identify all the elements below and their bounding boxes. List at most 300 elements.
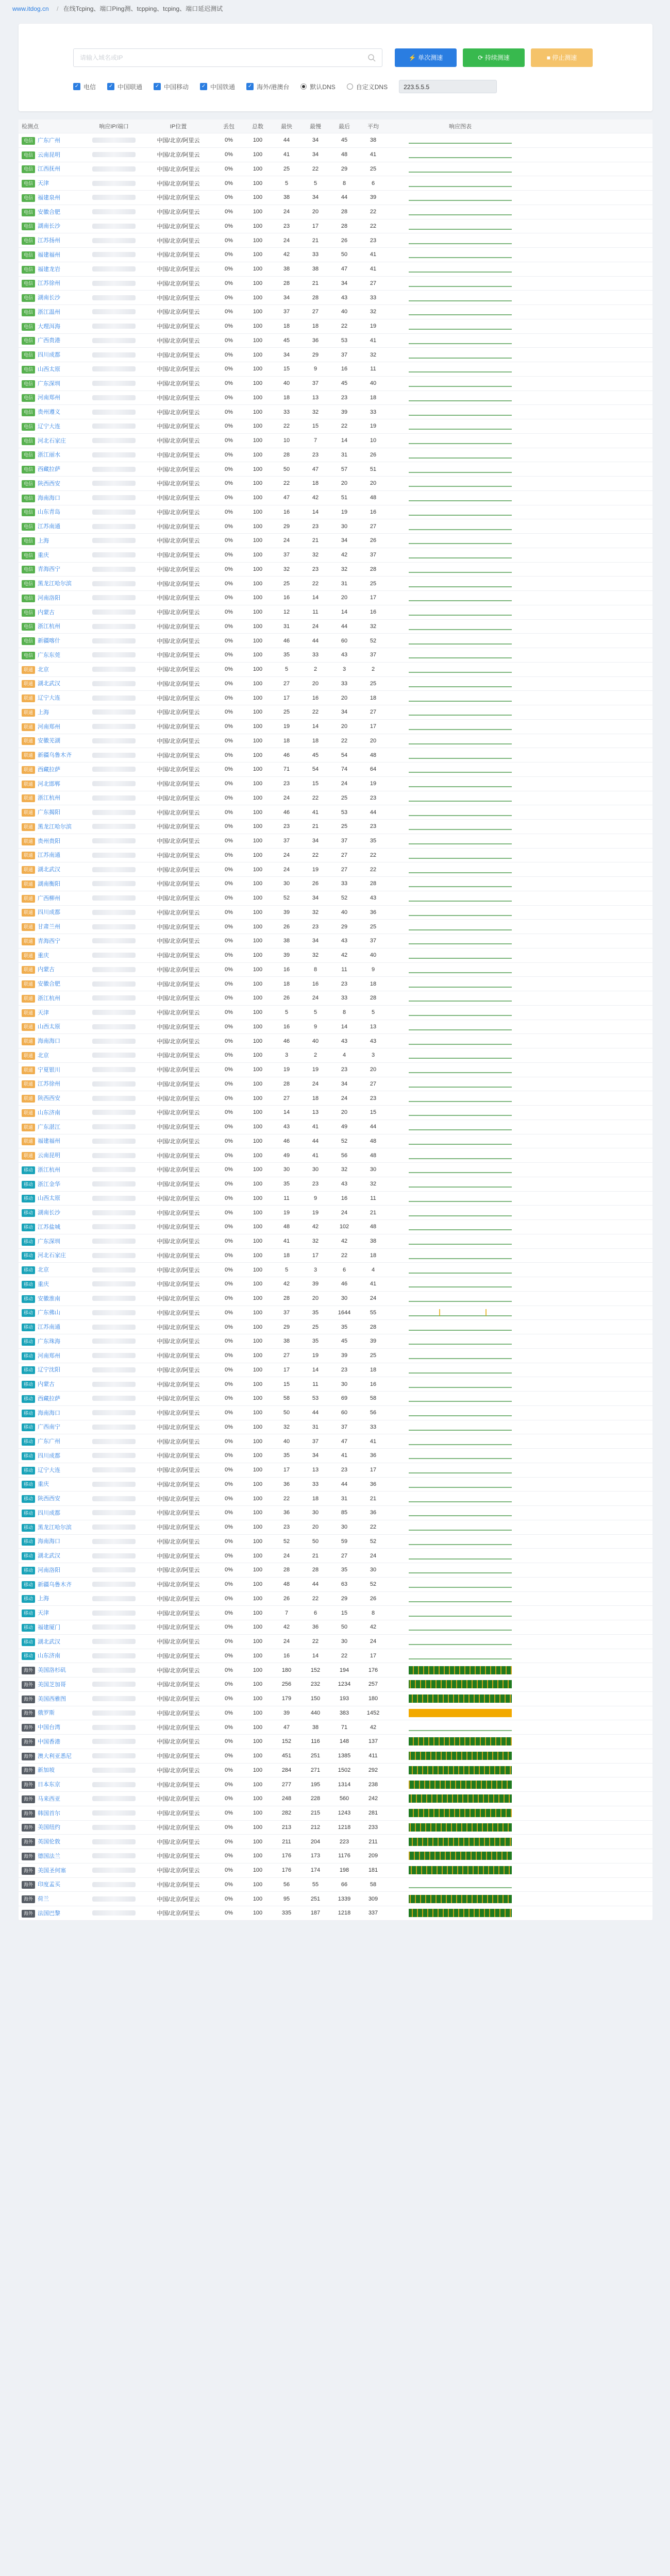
latency-sparkline	[409, 1637, 512, 1646]
location-name[interactable]: 宁夏银川	[38, 1066, 61, 1073]
location-name[interactable]: 内蒙古	[38, 967, 55, 973]
latency-chart-cell	[388, 1151, 533, 1160]
location-name[interactable]: 韩国首尔	[38, 1810, 61, 1817]
location-name[interactable]: 江苏南通	[38, 523, 61, 530]
average-cell: 18	[370, 1252, 377, 1259]
last-cell: 23	[341, 394, 348, 401]
location-name[interactable]: 美国纽约	[38, 1824, 61, 1831]
sparkline-spike	[499, 1838, 500, 1846]
location-name[interactable]: 安徽合肥	[38, 981, 61, 988]
average-cell: 44	[370, 809, 377, 816]
ip-location-cell: 中国/北京/阿里云	[157, 1252, 200, 1259]
last-cell: 43	[341, 652, 348, 658]
location-name[interactable]: 广东深圳	[38, 1238, 61, 1245]
ip-location-cell: 中国/北京/阿里云	[157, 1639, 200, 1646]
location-cell	[19, 1165, 86, 1174]
loss-cell: 0%	[225, 1038, 233, 1044]
latency-chart-cell	[388, 493, 533, 502]
ip-location-cell: 中国/北京/阿里云	[157, 1624, 200, 1631]
location-name[interactable]: 美国洛杉矶	[38, 1667, 66, 1674]
fastest-cell: 38	[283, 938, 290, 944]
location-name[interactable]: 中国香港	[38, 1738, 61, 1745]
header-location[interactable]: 检测点	[22, 124, 39, 130]
blurred-ip	[92, 681, 136, 686]
location-name[interactable]: 北京	[38, 1267, 49, 1274]
total-cell: 100	[253, 794, 263, 801]
latency-chart-cell	[388, 1251, 533, 1260]
latency-sparkline	[409, 465, 512, 474]
location-name[interactable]: 海南海口	[38, 495, 61, 501]
ip-location-cell: 中国/北京/阿里云	[157, 1610, 200, 1617]
location-name[interactable]: 四川成都	[38, 1452, 61, 1459]
ip-location-cell: 中国/北京/阿里云	[157, 1210, 200, 1216]
location-name[interactable]: 陕西西安	[38, 1496, 61, 1502]
sparkline-spike	[415, 1895, 416, 1903]
sparkline-spike	[474, 1909, 475, 1917]
dns-default-radio[interactable]: 默认DNS	[300, 82, 335, 91]
average-cell: 3	[371, 1052, 375, 1059]
sparkline-spike	[428, 1737, 429, 1745]
sparkline-spike	[510, 1838, 511, 1846]
last-cell: 37	[341, 351, 348, 358]
location-name[interactable]: 西藏拉萨	[38, 466, 61, 473]
last-cell: 52	[341, 895, 348, 902]
last-cell: 33	[341, 995, 348, 1002]
location-name[interactable]: 辽宁大连	[38, 1467, 61, 1473]
ip-cell	[86, 1081, 142, 1087]
search-input[interactable]	[79, 49, 359, 66]
location-name[interactable]: 广东佛山	[38, 1310, 61, 1316]
fastest-cell: 46	[283, 809, 290, 816]
fastest-cell: 24	[283, 866, 290, 873]
location-name[interactable]: 福建福州	[38, 251, 61, 258]
dns-custom-radio[interactable]: 自定义DNS	[347, 82, 388, 91]
location-name[interactable]: 上海	[38, 537, 49, 544]
slowest-cell: 20	[312, 209, 319, 215]
location-name[interactable]: 美国芝加哥	[38, 1681, 66, 1688]
header-slowest[interactable]: 最慢	[310, 124, 321, 130]
latency-chart-cell	[388, 1194, 533, 1203]
location-name[interactable]: 广东广州	[38, 137, 61, 144]
location-name[interactable]: 北京	[38, 1052, 49, 1059]
location-name[interactable]: 青海西宁	[38, 566, 61, 573]
location-name[interactable]: 上海	[38, 709, 49, 716]
location-name[interactable]: 贵州贵阳	[38, 838, 61, 844]
dns-input[interactable]: 223.5.5.5	[399, 80, 497, 93]
last-cell: 26	[341, 237, 348, 244]
location-name[interactable]: 福建厦门	[38, 1624, 61, 1631]
home-link[interactable]: www.itdog.cn	[12, 5, 49, 12]
location-name[interactable]: 西藏拉萨	[38, 766, 61, 773]
average-cell: 52	[370, 637, 377, 644]
location-name[interactable]: 浙江丽水	[38, 452, 61, 459]
location-name[interactable]: 上海	[38, 1596, 49, 1602]
latency-chart-cell	[388, 1680, 533, 1689]
location-name[interactable]: 天津	[38, 1610, 49, 1617]
location-name[interactable]: 湖南长沙	[38, 295, 61, 301]
location-name[interactable]: 黑龙江哈尔滨	[38, 1524, 72, 1531]
location-name[interactable]: 天津	[38, 1009, 49, 1016]
sparkline-spike	[410, 1752, 411, 1760]
header-ip-location[interactable]: IP位置	[170, 124, 187, 130]
ip-location-cell: 中国/北京/阿里云	[157, 266, 200, 273]
loss-cell: 0%	[225, 1352, 233, 1359]
latency-sparkline	[409, 736, 512, 745]
loss-cell: 0%	[225, 980, 233, 987]
line-option-telecom[interactable]: ✓ 电信	[73, 82, 96, 91]
location-name[interactable]: 福建福州	[38, 1138, 61, 1145]
location-name[interactable]: 河南郑州	[38, 723, 61, 730]
latency-chart-cell	[388, 279, 533, 288]
latency-sparkline	[409, 1766, 512, 1775]
location-name[interactable]: 云南昆明	[38, 1153, 61, 1159]
latency-chart-cell	[388, 1766, 533, 1775]
location-name[interactable]: 新疆乌鲁木齐	[38, 752, 72, 759]
ip-location-cell: 中国/北京/阿里云	[157, 781, 200, 788]
location-name[interactable]: 浙江杭州	[38, 623, 61, 630]
ip-cell	[86, 323, 142, 329]
location-name[interactable]: 河北石家庄	[38, 437, 66, 444]
header-average[interactable]: 平均	[367, 124, 379, 130]
last-cell: 45	[341, 380, 348, 387]
latency-sparkline	[409, 207, 512, 216]
location-name[interactable]: 黑龙江哈尔滨	[38, 581, 72, 587]
location-name[interactable]: 湖南长沙	[38, 1210, 61, 1216]
sparkline-spike	[410, 1680, 411, 1688]
line-option-overseas[interactable]: ✓ 海外/港澳台	[246, 82, 289, 91]
last-cell: 560	[339, 1795, 349, 1802]
location-name[interactable]: 海南海口	[38, 1038, 61, 1045]
location-name[interactable]: 中国台湾	[38, 1724, 61, 1731]
location-cell	[19, 379, 86, 388]
ip-cell	[86, 1195, 142, 1201]
table-row	[19, 1463, 652, 1478]
location-name[interactable]: 贵州遵义	[38, 409, 61, 416]
loss-cell: 0%	[225, 151, 233, 158]
header-ip[interactable]: 响应IP/端口	[99, 124, 129, 130]
speed-test-button[interactable]: ⚡ 单次测速	[395, 48, 457, 67]
last-cell: 52	[341, 1138, 348, 1144]
header-last[interactable]: 最后	[339, 124, 350, 130]
sparkline-spike	[421, 1866, 422, 1874]
sparkline-spike	[452, 1794, 453, 1803]
location-name[interactable]: 广东揭阳	[38, 809, 61, 816]
sparkline-spike	[494, 1909, 495, 1917]
latency-sparkline	[409, 1179, 512, 1189]
sparkline-spike	[481, 1781, 482, 1789]
sparkline-spike	[441, 1895, 442, 1903]
location-name[interactable]: 浙江温州	[38, 309, 61, 315]
location-name[interactable]: 山西太原	[38, 1195, 61, 1202]
sparkline-spike	[482, 1823, 483, 1832]
location-name[interactable]: 江苏徐州	[38, 1081, 61, 1088]
location-name[interactable]: 江西抚州	[38, 166, 61, 173]
loss-cell: 0%	[225, 952, 233, 959]
ip-cell	[86, 695, 142, 701]
location-name[interactable]: 陕西西安	[38, 480, 61, 487]
location-name[interactable]: 甘肃兰州	[38, 924, 61, 930]
location-name[interactable]: 内蒙古	[38, 1381, 55, 1388]
slowest-cell: 9	[313, 1023, 317, 1030]
header-total[interactable]: 总数	[252, 124, 263, 130]
latency-chart-cell	[388, 1808, 533, 1818]
sparkline-spike	[477, 1823, 478, 1832]
location-name[interactable]: 江苏盐城	[38, 1224, 61, 1230]
location-name[interactable]: 山东青岛	[38, 509, 61, 516]
total-cell: 100	[253, 1910, 263, 1917]
total-cell: 100	[253, 1410, 263, 1416]
location-name[interactable]: 湖北武汉	[38, 1553, 61, 1560]
line-option-unicom[interactable]: ✓ 中国联通	[107, 82, 142, 91]
location-name[interactable]: 海南海口	[38, 1538, 61, 1545]
last-cell: 25	[341, 794, 348, 801]
location-name[interactable]: 湖北武汉	[38, 681, 61, 687]
isp-badge: 联通	[22, 794, 35, 802]
location-name[interactable]: 新加坡	[38, 1767, 55, 1774]
latency-chart-cell	[388, 1022, 533, 1031]
location-name[interactable]: 浙江金华	[38, 1181, 61, 1188]
table-row	[19, 577, 652, 591]
fastest-cell: 16	[283, 966, 290, 973]
total-cell: 100	[253, 1738, 263, 1745]
location-name[interactable]: 广东东莞	[38, 652, 61, 658]
ip-cell	[86, 1410, 142, 1416]
location-name[interactable]: 湖北武汉	[38, 867, 61, 873]
location-name[interactable]: 江苏扬州	[38, 238, 61, 244]
ip-location-cell: 中国/北京/阿里云	[157, 538, 200, 545]
location-name[interactable]: 河南洛阳	[38, 595, 61, 601]
last-cell: 44	[341, 194, 348, 201]
last-cell: 60	[341, 637, 348, 644]
location-name[interactable]: 浙江杭州	[38, 795, 61, 802]
location-name[interactable]: 湖北武汉	[38, 1638, 61, 1645]
location-name[interactable]: 四川成都	[38, 1510, 61, 1516]
isp-badge: 移动	[22, 1438, 35, 1446]
last-cell: 6	[342, 1266, 346, 1273]
fastest-cell: 48	[283, 1581, 290, 1588]
sparkline-spike	[449, 1737, 450, 1745]
table-row	[19, 1549, 652, 1563]
location-name[interactable]: 四川成都	[38, 352, 61, 359]
location-name[interactable]: 山东济南	[38, 1653, 61, 1659]
line-option-mobile[interactable]: ✓ 中国移动	[154, 82, 189, 91]
location-name[interactable]: 英国伦敦	[38, 1839, 61, 1845]
location-name[interactable]: 德国法兰	[38, 1853, 61, 1859]
location-name[interactable]: 福建泉州	[38, 194, 61, 201]
blurred-ip	[92, 1567, 136, 1572]
location-name[interactable]: 法国巴黎	[38, 1910, 61, 1917]
blurred-ip	[92, 781, 136, 786]
location-name[interactable]: 辽宁大连	[38, 695, 61, 702]
loss-cell: 0%	[225, 1452, 233, 1459]
sparkline-spike	[484, 1838, 485, 1846]
location-name[interactable]: 江苏南通	[38, 852, 61, 859]
location-name[interactable]: 日本东京	[38, 1782, 61, 1788]
location-name[interactable]: 广西柳州	[38, 895, 61, 902]
sparkline-spike	[458, 1766, 459, 1774]
location-name[interactable]: 四川成都	[38, 909, 61, 916]
location-name[interactable]: 美国西雅图	[38, 1696, 66, 1702]
loss-cell: 0%	[225, 1638, 233, 1645]
ip-cell	[86, 1281, 142, 1287]
latency-chart-cell	[388, 1422, 533, 1432]
location-name[interactable]: 澳大利亚悉尼	[38, 1753, 72, 1759]
location-name[interactable]: 山东济南	[38, 1109, 61, 1116]
isp-badge: 移动	[22, 1395, 35, 1403]
stop-test-button[interactable]: ■ 停止测速	[531, 48, 593, 67]
sparkline-spike	[442, 1794, 443, 1803]
location-name[interactable]: 内蒙古	[38, 609, 55, 616]
location-name[interactable]: 广东深圳	[38, 380, 61, 387]
table-row	[19, 820, 652, 834]
ip-cell	[86, 981, 142, 987]
header-loss[interactable]: 丢包	[223, 124, 234, 130]
location-name[interactable]: 广东湛江	[38, 1124, 61, 1130]
total-cell: 100	[253, 966, 263, 973]
ip-location-cell: 中国/北京/阿里云	[157, 738, 200, 744]
ip-location-cell: 中国/北京/阿里云	[157, 1338, 200, 1345]
location-name[interactable]: 新疆乌鲁木齐	[38, 1581, 72, 1588]
location-name[interactable]: 重庆	[38, 1481, 49, 1488]
location-name[interactable]: 美国圣何塞	[38, 1867, 66, 1874]
blurred-ip	[92, 510, 136, 515]
location-name[interactable]: 广西贵港	[38, 337, 61, 344]
sparkline-spike	[500, 1666, 501, 1674]
total-cell: 100	[253, 1023, 263, 1030]
location-name[interactable]: 印度孟买	[38, 1882, 61, 1888]
latency-chart-cell	[388, 1823, 533, 1832]
average-cell: 18	[370, 1366, 377, 1373]
location-name[interactable]: 安徽芜湖	[38, 738, 61, 744]
location-name[interactable]: 荷兰	[38, 1896, 49, 1903]
location-name[interactable]: 西藏拉萨	[38, 1395, 61, 1402]
header-fastest[interactable]: 最快	[281, 124, 292, 130]
latency-sparkline	[409, 479, 512, 488]
location-name[interactable]: 海南海口	[38, 1410, 61, 1416]
location-name[interactable]: 青海西宁	[38, 938, 61, 944]
location-name[interactable]: 河南郑州	[38, 395, 61, 401]
location-cell	[19, 1894, 86, 1903]
sparkline-spike	[497, 1752, 498, 1760]
location-name[interactable]: 河北邯郸	[38, 781, 61, 787]
location-name[interactable]: 河南洛阳	[38, 1567, 61, 1573]
isp-badge: 海外	[22, 1810, 35, 1818]
sparkline-spike	[506, 1809, 507, 1817]
fastest-cell: 37	[283, 552, 290, 558]
location-name[interactable]: 安徽淮南	[38, 1295, 61, 1302]
location-name[interactable]: 江苏徐州	[38, 280, 61, 287]
table-row	[19, 691, 652, 705]
slowest-cell: 25	[312, 1324, 319, 1330]
ip-cell	[86, 1610, 142, 1616]
total-cell: 100	[253, 1824, 263, 1831]
table-row	[19, 1792, 652, 1806]
average-cell: 20	[370, 480, 377, 487]
location-name[interactable]: 大理洱海	[38, 323, 61, 330]
location-name[interactable]: 山西太原	[38, 1024, 61, 1030]
location-name[interactable]: 重庆	[38, 1281, 49, 1287]
location-name[interactable]: 陕西西安	[38, 1095, 61, 1102]
location-name[interactable]: 重庆	[38, 952, 49, 959]
location-name[interactable]: 河南郑州	[38, 1352, 61, 1359]
location-name[interactable]: 新疆喀什	[38, 638, 61, 645]
sparkline-spike	[502, 1752, 504, 1760]
ip-cell	[86, 1438, 142, 1445]
ip-cell	[86, 1824, 142, 1831]
blurred-ip	[92, 309, 136, 314]
average-cell: 137	[368, 1738, 378, 1745]
sparkline-spike	[425, 1680, 426, 1688]
last-cell: 74	[341, 766, 348, 773]
ip-location-cell: 中国/北京/阿里云	[157, 238, 200, 244]
sparkline-band	[409, 1794, 512, 1803]
location-name[interactable]: 广东珠海	[38, 1338, 61, 1345]
ip-location-cell: 中国/北京/阿里云	[157, 166, 200, 173]
location-name[interactable]: 浙江杭州	[38, 995, 61, 1002]
location-name[interactable]: 辽宁沈阳	[38, 1367, 61, 1374]
location-name[interactable]: 重庆	[38, 552, 49, 558]
location-name[interactable]: 广东广州	[38, 1438, 61, 1445]
location-name[interactable]: 天津	[38, 180, 49, 187]
isp-badge: 移动	[22, 1595, 35, 1603]
sparkline-spike	[452, 1866, 453, 1874]
location-name[interactable]: 辽宁大连	[38, 423, 61, 430]
last-cell: 24	[341, 1095, 348, 1101]
ip-location-cell: 中国/北京/阿里云	[157, 1010, 200, 1016]
slowest-cell: 23	[312, 923, 319, 930]
slowest-cell: 30	[312, 1166, 319, 1173]
location-name[interactable]: 北京	[38, 666, 49, 673]
latency-sparkline	[409, 1065, 512, 1074]
continuous-test-button[interactable]: ⟳ 持续测速	[463, 48, 525, 67]
last-cell: 35	[341, 1324, 348, 1330]
location-name[interactable]: 黑龙江哈尔滨	[38, 823, 72, 830]
slowest-cell: 14	[312, 509, 319, 515]
latency-sparkline	[409, 493, 512, 502]
location-name[interactable]: 湖南长沙	[38, 223, 61, 230]
loss-cell: 0%	[225, 1724, 233, 1731]
fastest-cell: 37	[283, 838, 290, 844]
location-name[interactable]: 马来西亚	[38, 1795, 61, 1802]
ip-location-cell: 中国/北京/阿里云	[157, 1438, 200, 1445]
isp-badge: 移动	[22, 1538, 35, 1546]
isp-badge: 移动	[22, 1423, 35, 1431]
sparkline-spike	[461, 1823, 462, 1832]
location-cell	[19, 494, 86, 502]
total-cell: 100	[253, 938, 263, 944]
slowest-cell: 152	[310, 1667, 321, 1673]
location-name[interactable]: 江苏南通	[38, 1324, 61, 1331]
location-name[interactable]: 福建龙岩	[38, 266, 61, 273]
location-name[interactable]: 湖南衡阳	[38, 880, 61, 887]
location-name[interactable]: 云南昆明	[38, 151, 61, 158]
location-name[interactable]: 浙江杭州	[38, 1166, 61, 1173]
search-icon[interactable]	[367, 54, 376, 62]
fastest-cell: 41	[283, 1238, 290, 1245]
location-name[interactable]: 河北石家庄	[38, 1252, 66, 1259]
sparkline-spike	[414, 1852, 415, 1860]
total-cell: 100	[253, 995, 263, 1002]
ip-location-cell: 中国/北京/阿里云	[157, 1181, 200, 1188]
location-name[interactable]: 安徽合肥	[38, 209, 61, 215]
blurred-ip	[92, 295, 136, 300]
total-cell: 100	[253, 880, 263, 887]
line-option-tietong[interactable]: ✓ 中国铁通	[200, 82, 235, 91]
location-name[interactable]: 山西太原	[38, 366, 61, 372]
location-name[interactable]: 俄罗斯	[38, 1710, 55, 1717]
ip-cell	[86, 1109, 142, 1115]
location-name[interactable]: 广西南宁	[38, 1424, 61, 1431]
